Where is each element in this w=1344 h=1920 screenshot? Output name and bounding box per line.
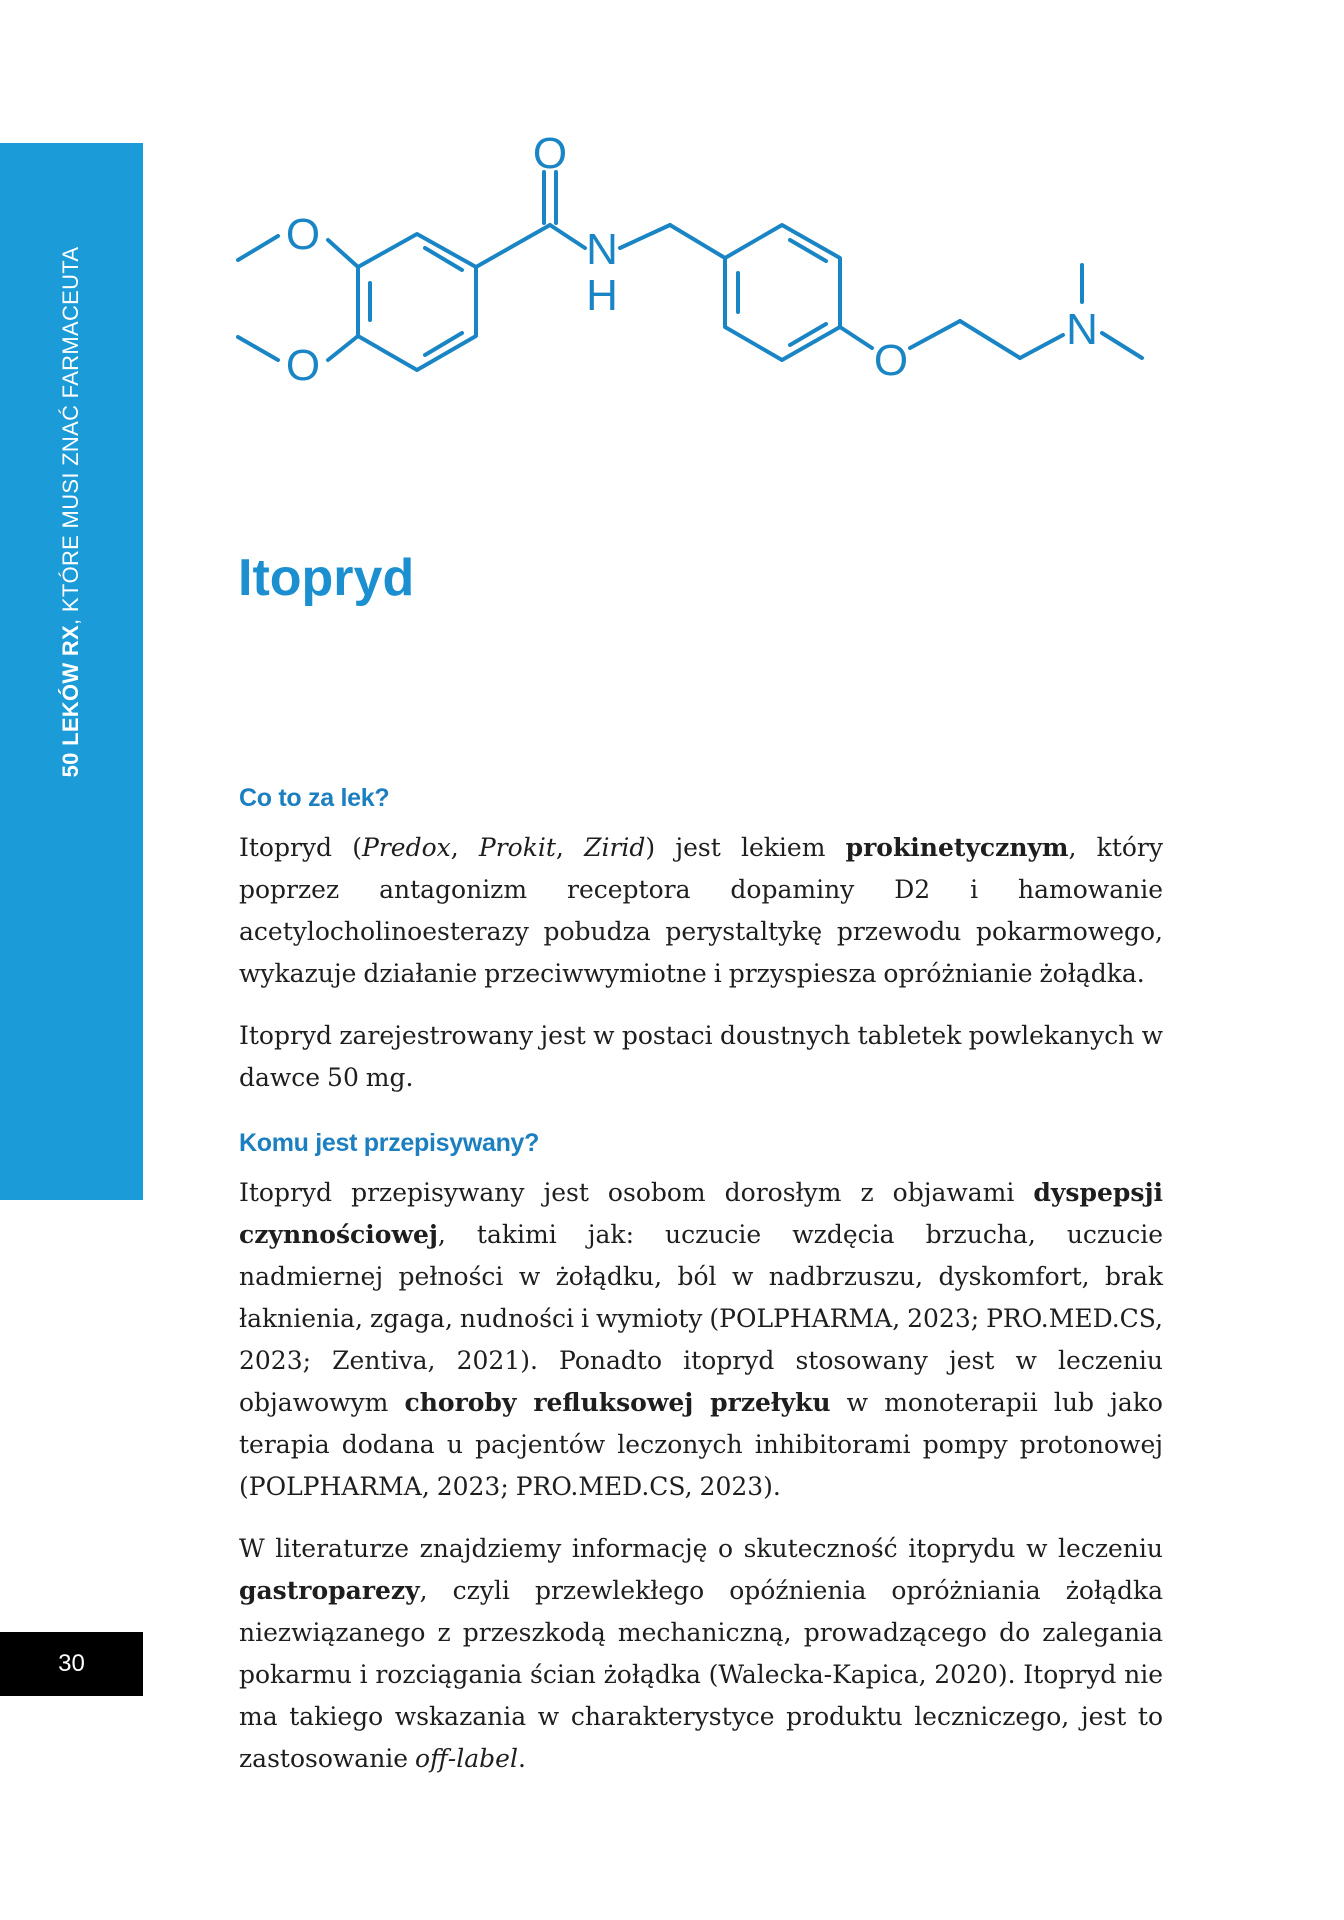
bond-ring-carbonyl (476, 225, 550, 267)
bond-ring-o-ether (840, 327, 872, 348)
benzene-ring-left (358, 234, 476, 370)
p1-text-g: ) jest lekiem (645, 833, 846, 862)
atom-o-top-left: O (285, 210, 321, 259)
page-number (0, 1632, 143, 1696)
bond-carbonyl-n (550, 225, 585, 248)
benzene-ring-right (725, 225, 840, 360)
ring-right-inner-bond-2 (790, 240, 826, 261)
ring-left-inner-bond-2 (425, 248, 462, 270)
ring-left-inner-bond-3 (425, 333, 462, 355)
bond-ch2-n (1020, 335, 1063, 358)
p3-text-c: , takimi jak: uczucie wzdęcia brzucha, uczucie nadmiernej pełności w żołądku, ból w nadbrzuszu, dyskomfort, brak łaknienia, zgaga, nudności i wymioty (POLPHARMA, 2023; PRO.MED.CS, 2023; Zentiva, 2021). Ponadto itopryd stosowany jest w leczeniu objawowym (239, 1220, 1163, 1417)
series-title-bold: 50 LEKÓW RX (58, 624, 83, 778)
brand-prokit: Prokit (478, 833, 556, 862)
paragraph-3 (239, 1172, 1163, 1508)
term-prokinetic: prokinetycznym (845, 833, 1069, 862)
term-gerd: choroby refluksowej przełyku (404, 1388, 831, 1417)
p3-text-a: Itopryd przepisywany jest osobom dorosłym z objawami (239, 1178, 1034, 1207)
bond-n-ch2 (620, 225, 670, 248)
page-title: Itopryd (238, 549, 415, 607)
article-body (239, 784, 1163, 1800)
atom-o-bottom-left: O (285, 341, 321, 390)
atom-o-carbonyl: O (532, 130, 568, 178)
p1-text-e: , (555, 833, 585, 862)
brand-zirid: Zirid (584, 833, 646, 862)
bond-ch2-ring (670, 225, 725, 258)
term-gastroparesis: gastroparezy (239, 1576, 420, 1605)
section-heading-indications: Komu jest przepisywany? (239, 1129, 540, 1157)
p1-text-c: , (450, 833, 479, 862)
term-functional-dyspepsia: dyspepsji czynnościowej (239, 1178, 1163, 1249)
p1-text-a: Itopryd ( (239, 833, 363, 862)
atom-n-amide: N (586, 225, 618, 274)
p1-text-i: , który poprzez antagonizm receptora dopaminy D2 i hamowanie acetylocholinoesterazy pobudza perystaltykę przewodu pokarmowego, wykazuje działanie przeciwwymiotne i przyspiesza opróżnianie żołądka. (239, 833, 1163, 988)
atom-n-amine: N (1066, 305, 1098, 354)
p4-text-e: . (517, 1744, 526, 1773)
p4-text-c: , czyli przewlekłego opóźnienia opróżniania żołądka niezwiązanego z przeszkodą mechaniczną, prowadzącego do zalegania pokarmu i rozciągania ścian żołądka (Walecka-Kapica, 2020). Itopryd nie ma takiego wskazania w charakterystyce produktu leczniczego, jest to zastosowanie (239, 1576, 1163, 1773)
section-heading-what-is: Co to za lek? (239, 784, 390, 812)
bond-n-methyl-right (1102, 333, 1142, 358)
p4-text-a: W literaturze znajdziemy informację o skuteczność itoprydu w leczeniu (239, 1534, 1163, 1563)
bond-o-methyl-top (238, 236, 278, 260)
term-off-label: off-label (415, 1744, 518, 1773)
bond-ring-o-bottom (328, 336, 358, 360)
itopride-structure-diagram (220, 130, 1180, 420)
bond-o-methyl-bottom (238, 337, 278, 360)
bond-ch2-ch2 (960, 321, 1020, 358)
series-title-rest: , KTÓRE MUSI ZNAĆ FARMACEUTA (58, 246, 83, 625)
paragraph-1 (239, 827, 1163, 995)
atom-o-ether: O (873, 336, 909, 385)
brand-predox: Predox (362, 833, 451, 862)
bond-ring-o-top (328, 240, 358, 267)
paragraph-2: Itopryd zarejestrowany jest w postaci doustnych tabletek powlekanych w dawce 50 mg. (239, 1021, 1163, 1092)
paragraph-4 (239, 1528, 1163, 1780)
p3-text-e: w monoterapii lub jako terapia dodana u pacjentów leczonych inhibitorami pompy protonowej (POLPHARMA, 2023; PRO.MED.CS, 2023). (239, 1388, 1163, 1501)
bond-o-ch2-1 (910, 321, 960, 348)
page-number-text: 30 (58, 1650, 85, 1677)
atom-h-amide: H (586, 271, 618, 320)
series-title-vertical (58, 247, 84, 778)
ring-right-inner-bond-3 (790, 324, 826, 345)
